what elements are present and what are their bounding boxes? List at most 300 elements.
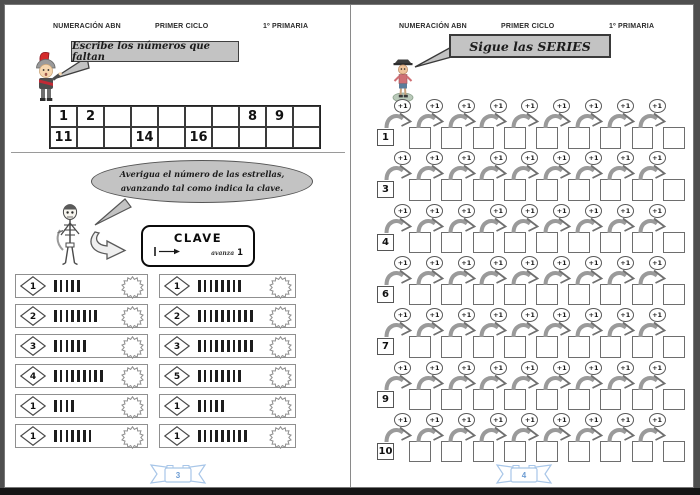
series-box (632, 389, 654, 411)
tally-mark (198, 370, 201, 382)
plus-one-badge: +1 (521, 204, 538, 218)
tally-mark (94, 310, 97, 322)
tally-mark (233, 430, 236, 442)
tally-mark (238, 370, 241, 382)
number-cell (212, 127, 239, 148)
plus-one-badge: +1 (521, 256, 538, 270)
number-cell: 1 (50, 106, 77, 127)
plus-one-badge: +1 (394, 204, 411, 218)
plus-one-badge: +1 (490, 413, 507, 427)
tally-marks (198, 430, 247, 442)
tally-mark (215, 430, 218, 442)
series-box (536, 284, 558, 306)
section-divider (11, 152, 345, 153)
page-number-ribbon (148, 461, 208, 485)
series-box (536, 232, 558, 254)
step-diamond (164, 426, 190, 446)
series-box (600, 441, 622, 463)
step-diamond (20, 306, 46, 326)
tally-mark (233, 370, 236, 382)
svg-text:2: 2 (173, 312, 181, 323)
series-box (473, 389, 495, 411)
plus-one-badge: +1 (585, 361, 602, 375)
plus-one-badge: +1 (426, 99, 443, 113)
tally-mark (77, 370, 80, 382)
tally-mark (54, 310, 57, 322)
tally-mark (66, 280, 69, 292)
tally-marks (198, 340, 253, 352)
series-box (536, 127, 558, 149)
tally-marks (54, 370, 103, 382)
tally-mark (83, 370, 86, 382)
page-title: Sigue las SERIES (469, 38, 591, 54)
star-shape (121, 366, 144, 389)
series-start-box: 10 (377, 443, 394, 460)
soldier-image (27, 51, 65, 103)
tally-mark (83, 310, 86, 322)
plus-one-badge: +1 (426, 256, 443, 270)
plus-one-badge: +1 (585, 99, 602, 113)
plus-one-badge: +1 (649, 361, 666, 375)
header-grade: 1º PRIMARIA (263, 23, 309, 30)
tally-mark (198, 310, 201, 322)
star-shape (121, 396, 144, 419)
number-cell (212, 106, 239, 127)
plus-one-badge: +1 (394, 256, 411, 270)
series-start-box: 3 (377, 181, 394, 198)
series-box (473, 441, 495, 463)
series-box (409, 389, 431, 411)
series-box (632, 284, 654, 306)
series-box (663, 389, 685, 411)
series-box (504, 389, 526, 411)
plus-one-badge: +1 (553, 308, 570, 322)
tally-marks (198, 370, 241, 382)
tally-mark (71, 340, 74, 352)
tally-mark (198, 280, 201, 292)
series-box (409, 284, 431, 306)
tally-mark (215, 340, 218, 352)
svg-text:3: 3 (29, 342, 37, 353)
series-start-box: 1 (377, 129, 394, 146)
tally-mark (71, 370, 74, 382)
star-shape (121, 426, 144, 449)
series-box (409, 127, 431, 149)
tally-mark (89, 310, 92, 322)
star-shape (269, 276, 292, 299)
clave-rule-value: 1 (237, 248, 243, 258)
step-diamond (20, 366, 46, 386)
tally-mark (227, 280, 230, 292)
number-cell (266, 127, 293, 148)
star-shape (269, 366, 292, 389)
tally-mark (77, 430, 80, 442)
plus-one-badge: +1 (521, 308, 538, 322)
series-row (351, 204, 694, 256)
tally-mark (210, 430, 213, 442)
plus-one-badge: +1 (649, 413, 666, 427)
tally-mark (244, 310, 247, 322)
plus-one-badge: +1 (585, 413, 602, 427)
plus-one-badge: +1 (426, 361, 443, 375)
svg-text:4: 4 (29, 372, 37, 383)
tally-mark (221, 310, 224, 322)
series-box (473, 179, 495, 201)
curved-block-arrow-icon (85, 229, 143, 261)
series-box (600, 284, 622, 306)
tally-mark (54, 280, 57, 292)
exercise-row (15, 274, 148, 298)
worksheet-spread (4, 4, 694, 488)
series-box (441, 389, 463, 411)
svg-text:1: 1 (29, 402, 37, 413)
tally-mark (198, 400, 201, 412)
series-box (536, 179, 558, 201)
plus-one-badge: +1 (490, 204, 507, 218)
plus-one-badge: +1 (490, 256, 507, 270)
series-box (409, 179, 431, 201)
star-shape (269, 306, 292, 329)
tally-mark (71, 280, 74, 292)
plus-one-badge: +1 (490, 361, 507, 375)
tally-mark (198, 430, 201, 442)
tally-mark (221, 280, 224, 292)
page-number: 3 (175, 471, 181, 480)
plus-one-badge: +1 (394, 99, 411, 113)
tally-marks (198, 400, 224, 412)
series-box (504, 441, 526, 463)
tally-mark (71, 400, 74, 412)
tally-mark (60, 370, 63, 382)
series-box (663, 127, 685, 149)
star-shape (269, 426, 292, 449)
clave-title: CLAVE (173, 231, 223, 245)
series-box (663, 232, 685, 254)
plus-one-badge: +1 (394, 361, 411, 375)
plus-one-badge: +1 (617, 151, 634, 165)
series-box (473, 284, 495, 306)
series-box (568, 127, 590, 149)
plus-one-badge: +1 (553, 151, 570, 165)
star-shape (121, 306, 144, 329)
tally-mark (221, 340, 224, 352)
series-box (600, 232, 622, 254)
exercise-row (159, 334, 296, 358)
plus-one-badge: +1 (490, 151, 507, 165)
series-row (351, 99, 694, 151)
series-box (473, 232, 495, 254)
number-cell (104, 127, 131, 148)
number-cell: 16 (185, 127, 212, 148)
plus-one-badge: +1 (521, 413, 538, 427)
tally-mark (66, 430, 69, 442)
series-box (632, 336, 654, 358)
plus-one-badge: +1 (585, 204, 602, 218)
exercise-row (159, 274, 296, 298)
series-row (351, 361, 694, 413)
series-box (663, 179, 685, 201)
tally-mark (71, 430, 74, 442)
tally-mark (204, 340, 207, 352)
step-diamond (164, 336, 190, 356)
series-box (568, 336, 590, 358)
plus-one-badge: +1 (490, 308, 507, 322)
number-cell: 11 (50, 127, 77, 148)
series-box (441, 336, 463, 358)
plus-one-badge: +1 (617, 413, 634, 427)
plus-one-badge: +1 (585, 256, 602, 270)
svg-text:3: 3 (173, 342, 181, 353)
plus-one-badge: +1 (649, 308, 666, 322)
plus-one-badge: +1 (458, 308, 475, 322)
clave-rule-label: avanza (211, 250, 235, 257)
tally-mark (244, 430, 247, 442)
tally-mark (77, 280, 80, 292)
number-cell (185, 106, 212, 127)
number-cell (104, 106, 131, 127)
worksheet-page-3 (5, 5, 351, 487)
skeleton-image (53, 203, 87, 269)
series-start-box: 7 (377, 338, 394, 355)
tally-mark (250, 310, 253, 322)
header-series-name: NUMERACIÓN ABN (53, 23, 121, 30)
tally-mark (94, 370, 97, 382)
series-box (600, 389, 622, 411)
header-series-name: NUMERACIÓN ABN (399, 23, 467, 30)
plus-one-badge: +1 (458, 99, 475, 113)
plus-one-badge: +1 (649, 151, 666, 165)
svg-text:5: 5 (173, 372, 181, 383)
tally-mark (66, 310, 69, 322)
header-cycle: PRIMER CICLO (155, 23, 209, 30)
series-box (409, 336, 431, 358)
tally-mark (54, 370, 57, 382)
tally-mark (210, 280, 213, 292)
plus-one-badge: +1 (617, 308, 634, 322)
series-box (536, 389, 558, 411)
step-diamond (164, 396, 190, 416)
plus-one-badge: +1 (553, 256, 570, 270)
tally-mark (210, 400, 213, 412)
plus-one-badge: +1 (426, 308, 443, 322)
tally-mark (238, 430, 241, 442)
series-box (632, 179, 654, 201)
plus-one-badge: +1 (521, 99, 538, 113)
tally-marks (198, 280, 241, 292)
series-box (568, 232, 590, 254)
tally-mark (238, 280, 241, 292)
tally-mark (215, 280, 218, 292)
instruction-text: Escribe los números que faltan (72, 40, 210, 63)
exercise-row (159, 304, 296, 328)
series-box (409, 441, 431, 463)
plus-one-badge: +1 (585, 151, 602, 165)
number-cell: 9 (266, 106, 293, 127)
tally-mark (233, 280, 236, 292)
tally-mark (227, 430, 230, 442)
step-arrow-icon (153, 246, 181, 257)
series-box (536, 336, 558, 358)
tally-mark (60, 400, 63, 412)
exercise-row (15, 364, 148, 388)
series-box (568, 284, 590, 306)
number-cell (293, 127, 320, 148)
tally-mark (89, 430, 92, 442)
tally-mark (250, 340, 253, 352)
plus-one-badge: +1 (458, 413, 475, 427)
number-cell: 14 (131, 127, 158, 148)
plus-one-badge: +1 (426, 151, 443, 165)
series-box (504, 127, 526, 149)
tally-mark (221, 400, 224, 412)
tally-mark (66, 370, 69, 382)
page-number-ribbon (494, 461, 554, 485)
plus-one-badge: +1 (553, 204, 570, 218)
tally-mark (77, 310, 80, 322)
series-box (600, 336, 622, 358)
series-row (351, 256, 694, 308)
series-area (351, 5, 694, 487)
tally-mark (60, 340, 63, 352)
step-diamond (20, 426, 46, 446)
series-box (504, 232, 526, 254)
svg-text:1: 1 (173, 282, 181, 293)
series-box (441, 127, 463, 149)
step-diamond (164, 276, 190, 296)
header-grade: 1º PRIMARIA (609, 23, 655, 30)
number-cell (131, 106, 158, 127)
series-start-box: 4 (377, 234, 394, 251)
plus-one-badge: +1 (490, 99, 507, 113)
series-box (409, 232, 431, 254)
exercise-row (15, 304, 148, 328)
series-box (663, 336, 685, 358)
tally-mark (233, 310, 236, 322)
tally-mark (77, 340, 80, 352)
series-box (473, 336, 495, 358)
plus-one-badge: +1 (617, 204, 634, 218)
tally-mark (60, 280, 63, 292)
plus-one-badge: +1 (649, 99, 666, 113)
exercise-row (15, 394, 148, 418)
series-start-box: 6 (377, 286, 394, 303)
series-row (351, 413, 694, 465)
tally-mark (83, 340, 86, 352)
tally-mark (66, 340, 69, 352)
number-cell (239, 127, 266, 148)
series-box (441, 232, 463, 254)
svg-text:1: 1 (29, 282, 37, 293)
tally-mark (100, 370, 103, 382)
svg-text:1: 1 (173, 402, 181, 413)
tally-marks (54, 280, 80, 292)
tally-mark (221, 430, 224, 442)
series-box (441, 179, 463, 201)
tally-mark (54, 340, 57, 352)
series-box (504, 179, 526, 201)
plus-one-badge: +1 (553, 361, 570, 375)
plus-one-badge: +1 (426, 413, 443, 427)
series-box (632, 232, 654, 254)
number-cell (293, 106, 320, 127)
tally-mark (227, 340, 230, 352)
exercise-row (159, 364, 296, 388)
series-box (441, 284, 463, 306)
series-box (441, 441, 463, 463)
step-diamond (164, 366, 190, 386)
tally-mark (198, 340, 201, 352)
step-diamond (20, 396, 46, 416)
star-instruction-bubble (91, 160, 313, 203)
series-box (504, 336, 526, 358)
tally-marks (54, 310, 97, 322)
number-cell: 8 (239, 106, 266, 127)
exercise-row (15, 334, 148, 358)
svg-text:1: 1 (173, 432, 181, 443)
tally-mark (204, 310, 207, 322)
series-box (568, 389, 590, 411)
series-row (351, 151, 694, 203)
exercise-column-right (159, 274, 296, 448)
tally-mark (233, 340, 236, 352)
tally-mark (66, 400, 69, 412)
svg-text:2: 2 (29, 312, 37, 323)
tally-marks (54, 340, 86, 352)
series-box (663, 284, 685, 306)
plus-one-badge: +1 (394, 413, 411, 427)
star-instruction-line2: avanzando tal como indica la clave. (120, 182, 284, 193)
plus-one-badge: +1 (458, 256, 475, 270)
plus-one-badge: +1 (617, 361, 634, 375)
star-shape (121, 276, 144, 299)
plus-one-badge: +1 (585, 308, 602, 322)
plus-one-badge: +1 (553, 413, 570, 427)
plus-one-badge: +1 (458, 204, 475, 218)
plus-one-badge: +1 (617, 256, 634, 270)
tally-mark (60, 430, 63, 442)
instruction-bubble (71, 41, 239, 62)
series-box (600, 127, 622, 149)
series-box (663, 441, 685, 463)
tally-mark (215, 370, 218, 382)
tally-mark (54, 400, 57, 412)
tally-mark (60, 310, 63, 322)
series-start-box: 9 (377, 391, 394, 408)
number-cell (158, 127, 185, 148)
plus-one-badge: +1 (649, 256, 666, 270)
exercise-column-left (15, 274, 148, 448)
series-box (568, 179, 590, 201)
step-diamond (20, 336, 46, 356)
exercise-row (159, 394, 296, 418)
tally-mark (204, 400, 207, 412)
tally-mark (204, 430, 207, 442)
worksheet-page-4 (351, 5, 694, 487)
plus-one-badge: +1 (458, 151, 475, 165)
series-box (504, 284, 526, 306)
tally-mark (54, 430, 57, 442)
star-instruction-line1: Averigua el número de las estrellas, (119, 169, 285, 180)
tally-mark (215, 310, 218, 322)
series-box (536, 441, 558, 463)
viewer-bottom-bar (0, 488, 700, 495)
tally-mark (204, 370, 207, 382)
tally-mark (215, 400, 218, 412)
plus-one-badge: +1 (394, 151, 411, 165)
tally-mark (210, 340, 213, 352)
tally-mark (238, 340, 241, 352)
svg-text:1: 1 (29, 432, 37, 443)
